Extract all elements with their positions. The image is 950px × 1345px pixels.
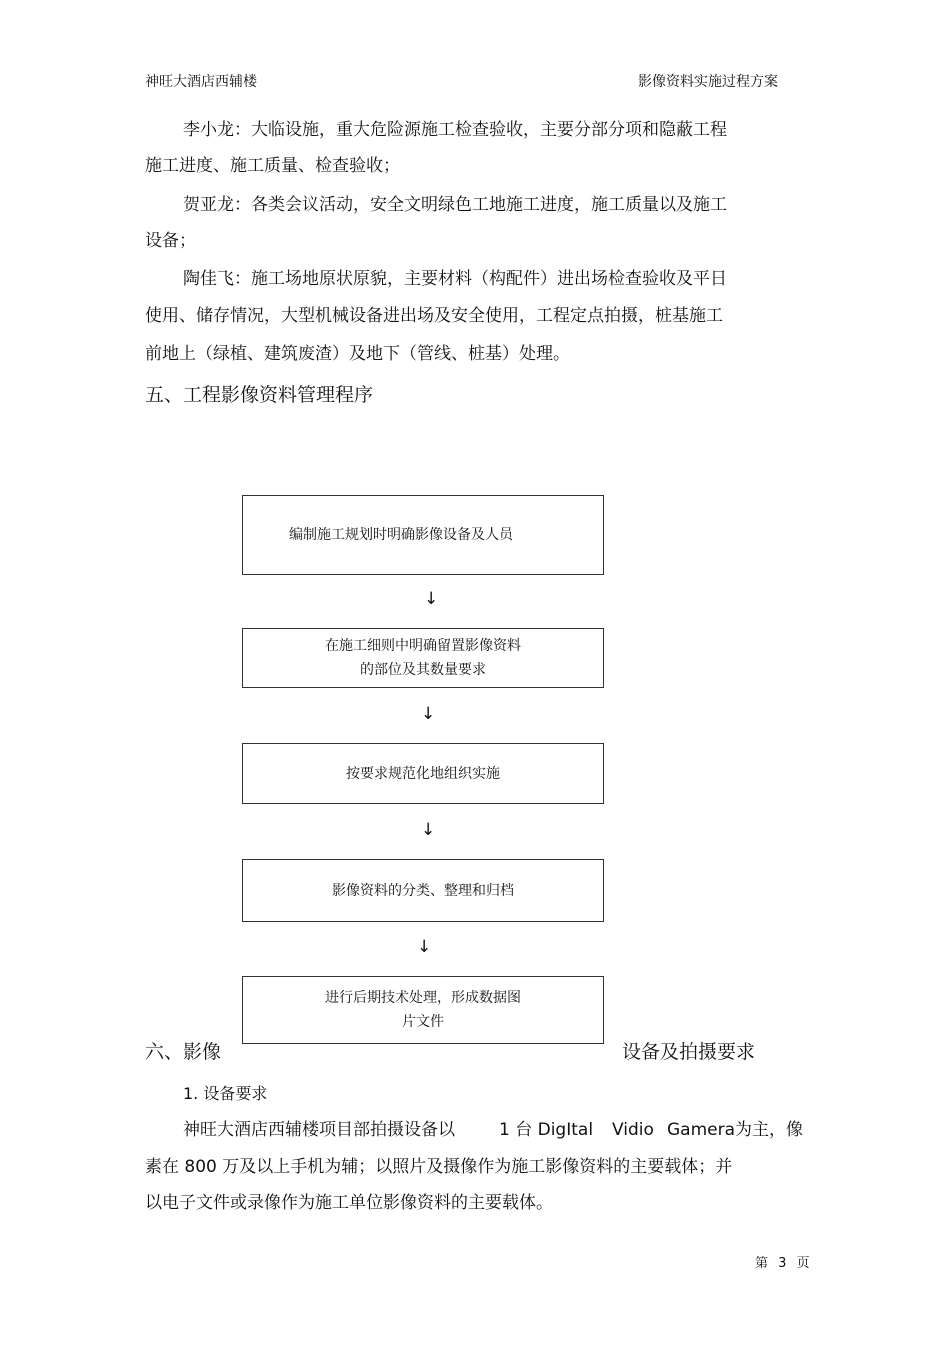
paragraph-3-line-1: 陶佳飞：施工场地原状原貌，主要材料（构配件）进出场检查验收及平日 bbox=[183, 269, 727, 289]
paragraph-2-line-1: 贺亚龙：各类会议活动，安全文明绿色工地施工进度，施工质量以及施工 bbox=[183, 195, 727, 215]
equipment-line-2: 素在 800 万及以上手机为辅；以照片及摄像作为施工影像资料的主要载体；并 bbox=[145, 1157, 733, 1177]
flow-step-2-line-2: 的部位及其数量要求 bbox=[360, 662, 486, 678]
page-number-value: 3 bbox=[778, 1256, 787, 1271]
section-6-title-right: 设备及拍摄要求 bbox=[622, 1041, 756, 1063]
flow-step-5-line-2: 片文件 bbox=[402, 1014, 444, 1030]
section-6-title-left: 六、影像 bbox=[145, 1041, 222, 1063]
flow-step-2 bbox=[242, 628, 604, 688]
flow-step-5 bbox=[242, 976, 604, 1044]
flow-step-5-line-1: 进行后期技术处理，形成数据图 bbox=[325, 990, 521, 1006]
flow-step-3-text: 按要求规范化地组织实施 bbox=[346, 765, 500, 782]
down-arrow-icon: ↓ bbox=[421, 820, 436, 840]
header-left: 神旺大酒店西辅楼 bbox=[145, 74, 257, 90]
flow-step-2-line-1: 在施工细则中明确留置影像资料 bbox=[325, 638, 521, 654]
equipment-line-3: 以电子文件或录像作为施工单位影像资料的主要载体。 bbox=[145, 1193, 553, 1213]
page-number bbox=[755, 1252, 810, 1271]
section-5-title: 五、工程影像资料管理程序 bbox=[145, 384, 374, 406]
equipment-line-1-a: 神旺大酒店西辅楼项目部拍摄设备以 bbox=[183, 1120, 455, 1140]
flow-step-4 bbox=[242, 859, 604, 922]
down-arrow-icon: ↓ bbox=[417, 937, 432, 957]
paragraph-3-line-3: 前地上（绿植、建筑废渣）及地下（管线、桩基）处理。 bbox=[145, 344, 570, 364]
flow-step-1-text: 编制施工规划时明确影像设备及人员 bbox=[289, 527, 513, 543]
header-right: 影像资料实施过程方案 bbox=[638, 74, 778, 90]
paragraph-2-line-2: 设备； bbox=[145, 231, 196, 251]
flow-step-1 bbox=[242, 495, 604, 575]
equipment-line-1-d: Gamera为主，像 bbox=[667, 1120, 804, 1140]
flow-step-3 bbox=[242, 743, 604, 804]
down-arrow-icon: ↓ bbox=[424, 589, 439, 609]
down-arrow-icon: ↓ bbox=[421, 704, 436, 724]
equipment-line-1-b: 1 台 DigItal bbox=[499, 1120, 594, 1140]
equipment-line-1-c: Vidio bbox=[612, 1120, 654, 1140]
paragraph-3-line-2: 使用、储存情况，大型机械设备进出场及安全使用，工程定点拍摄，桩基施工 bbox=[145, 306, 723, 326]
paragraph-1-line-2: 施工进度、施工质量、检查验收； bbox=[145, 156, 400, 176]
flow-step-4-text: 影像资料的分类、整理和归档 bbox=[332, 882, 514, 899]
subsection-title: 1. 设备要求 bbox=[183, 1084, 268, 1103]
page-number-prefix: 第 bbox=[755, 1256, 769, 1271]
paragraph-1-line-1: 李小龙：大临设施，重大危险源施工检查验收，主要分部分项和隐蔽工程 bbox=[183, 120, 727, 140]
page-number-suffix: 页 bbox=[796, 1256, 810, 1271]
